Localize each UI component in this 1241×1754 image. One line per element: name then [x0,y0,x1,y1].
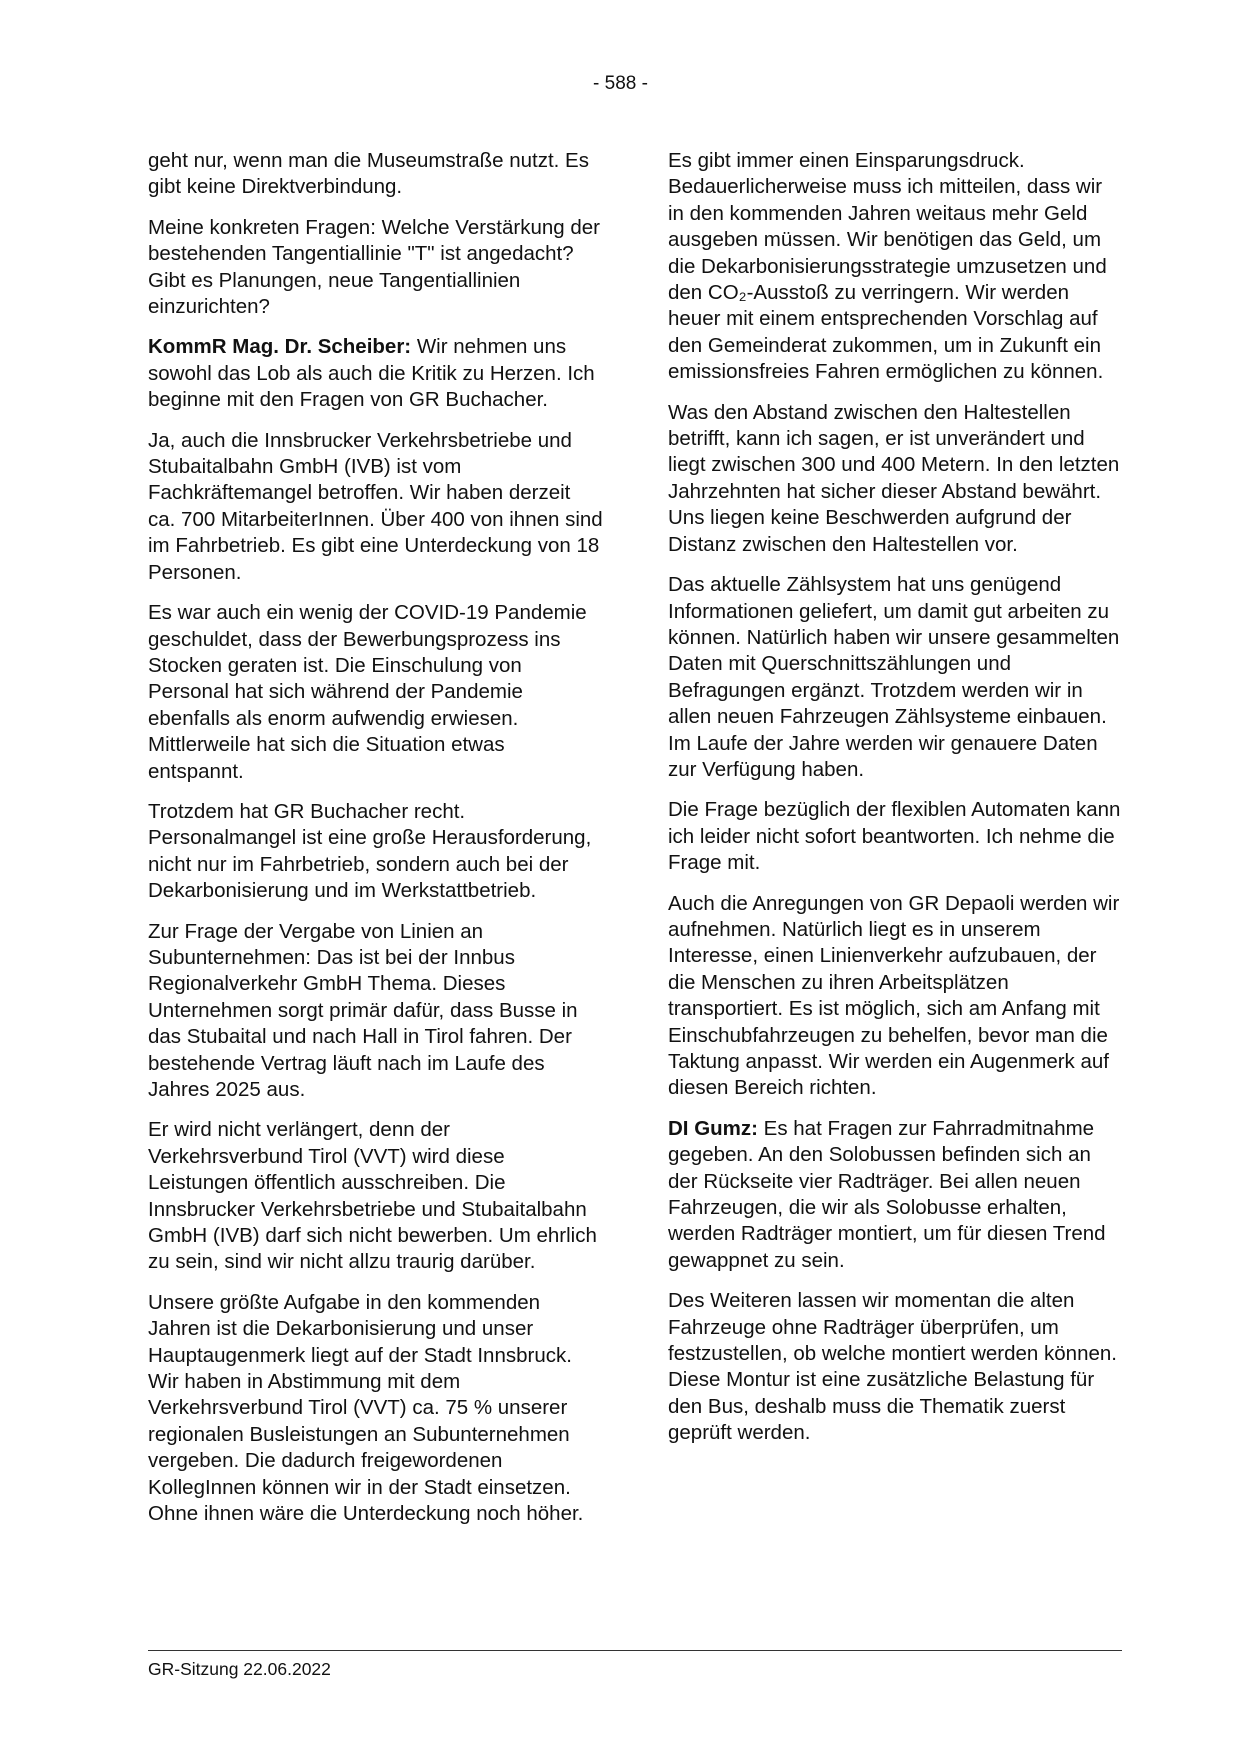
paragraph-speaker-scheiber [148,334,603,413]
paragraph [148,428,603,586]
paragraph-text: Es war auch ein wenig der COVID-19 Pandemie geschuldet, dass der Bewerbungsprozess ins Stocken geraten ist. Die Einschulung von Personal hat sich während der Pandemie ebenfalls als enorm aufwendig erwiesen. Mittlerweile hat sich die Situation etwas entspannt. [148,601,587,783]
paragraph [668,891,1123,1102]
paragraph [148,215,603,321]
paragraph-text: Trotzdem hat GR Buchacher recht. Personalmangel ist eine große Herausforderung, nicht nur im Fahrbetrieb, sondern auch bei der Dekarbonisierung und im Werkstattbetrieb. [148,799,592,903]
paragraph-text: Wir nehmen uns sowohl das Lob als auch die Kritik zu Herzen. Ich beginne mit den Fragen von GR Buchacher. [148,335,595,412]
footer-session-date: GR-Sitzung 22.06.2022 [148,1659,331,1679]
paragraph [668,148,1123,386]
paragraph-text: Meine konkreten Fragen: Welche Verstärkung der bestehenden Tangentiallinie "T" ist angedacht? Gibt es Planungen, neue Tangentiallinien einzurichten? [148,215,601,319]
paragraph [668,797,1123,876]
paragraph-text: Des Weiteren lassen wir momentan die alten Fahrzeuge ohne Radträger überprüfen, um festzustellen, ob welche montiert werden können. Diese Montur ist eine zusätzliche Belastung für den Bus, deshalb muss die Thematik zuerst geprüft werden. [668,1289,1117,1445]
paragraph-text: Was den Abstand zwischen den Haltestellen betrifft, kann ich sagen, er ist unverändert und liegt zwischen 300 und 400 Metern. In den letzten Jahrzehnten hat sicher dieser Abstand bewährt. Uns liegen keine Beschwerden aufgrund der Distanz zwischen den Haltestellen vor. [668,400,1120,556]
paragraph-text: Er wird nicht verlängert, denn der Verkehrsverbund Tirol (VVT) wird diese Leistungen öffentlich ausschreiben. Die Innsbrucker Verkehrsbetriebe und Stubaitalbahn GmbH (IVB) darf sich nicht bewerben. Um ehrlich zu sein, sind wir nicht allzu traurig darüber. [148,1118,597,1274]
paragraph [668,400,1123,558]
paragraph [668,572,1123,783]
paragraph-text: Es gibt immer einen Einsparungsdruck. Bedauerlicherweise muss ich mitteilen, dass wir in den kommenden Jahren weitaus mehr Geld ausgeben müssen. Wir benötigen das Geld, um die Dekarbonisierungsstrategie umzusetzen und den CO₂-Ausstoß zu verringern. Wir werden heuer mit einem entsprechenden Vorschlag auf den Gemeinderat zukommen, um in Zukunft ein emissionsfreies Fahren ermöglichen zu können. [668,149,1107,384]
paragraph [148,1117,603,1275]
paragraph-text: Ja, auch die Innsbrucker Verkehrsbetriebe und Stubaitalbahn GmbH (IVB) ist vom Fachkräftemangel betroffen. Wir haben derzeit ca. 700 MitarbeiterInnen. Über 400 von ihnen sind im Fahrbetrieb. Es gibt eine Unterdeckung von 18 Personen. [148,428,603,584]
paragraph [148,919,603,1104]
paragraph-text: Unsere größte Aufgabe in den kommenden Jahren ist die Dekarbonisierung und unser Hauptaugenmerk liegt auf der Stadt Innsbruck. Wir haben in Abstimmung mit dem Verkehrsverbund Tirol (VVT) ca. 75 % unserer regionalen Busleistungen an Subunternehmen vergeben. Die dadurch freigewordenen KollegInnen können wir in der Stadt einsetzen. Ohne ihnen wäre die Unterdeckung noch höher. [148,1290,584,1526]
paragraph [148,148,603,201]
left-column [148,148,603,1542]
paragraph-speaker-gumz [668,1116,1123,1274]
paragraph-text: geht nur, wenn man die Museumstraße nutzt. Es gibt keine Direktverbindung. [148,149,589,199]
paragraph-text: Die Frage bezüglich der flexiblen Automaten kann ich leider nicht sofort beantworten. Ich nehme die Frage mit. [668,798,1121,875]
speaker-name: KommR Mag. Dr. Scheiber: [148,335,412,359]
paragraph [148,799,603,905]
footer-divider [148,1650,1122,1651]
paragraph-text: Das aktuelle Zählsystem hat uns genügend Informationen geliefert, um damit gut arbeiten zu können. Natürlich haben wir unsere gesammelten Daten mit Querschnittszählungen und Befragungen ergänzt. Trotzdem werden wir in allen neuen Fahrzeugen Zählsysteme einbauen. Im Laufe der Jahre werden wir genauere Daten zur Verfügung haben. [668,573,1120,781]
speaker-name: DI Gumz: [668,1116,758,1140]
paragraph-text: Zur Frage der Vergabe von Linien an Subunternehmen: Das ist bei der Innbus Regionalverkehr GmbH Thema. Dieses Unternehmen sorgt primär dafür, dass Busse in das Stubaital und nach Hall in Tirol fahren. Der bestehende Vertrag läuft nach im Laufe des Jahres 2025 aus. [148,919,578,1101]
paragraph-text: Es hat Fragen zur Fahrradmitnahme gegeben. An den Solobussen befinden sich an der Rückseite vier Radträger. Bei allen neuen Fahrzeugen, die wir als Solobusse erhalten, werden Radträger montiert, um für diesen Trend gewappnet zu sein. [668,1116,1106,1272]
paragraph [148,600,603,785]
right-column [668,148,1123,1461]
paragraph-text: Auch die Anregungen von GR Depaoli werden wir aufnehmen. Natürlich liegt es in unserem Interesse, einen Linienverkehr aufzubauen, der die Menschen zu ihren Arbeitsplätzen transportiert. Es ist möglich, sich am Anfang mit Einschubfahrzeugen zu behelfen, bevor man die Taktung anpasst. Wir werden ein Augenmerk auf diesen Bereich richten. [668,891,1120,1100]
paragraph [668,1288,1123,1446]
page-number: - 588 - [593,73,648,94]
paragraph [148,1290,603,1528]
